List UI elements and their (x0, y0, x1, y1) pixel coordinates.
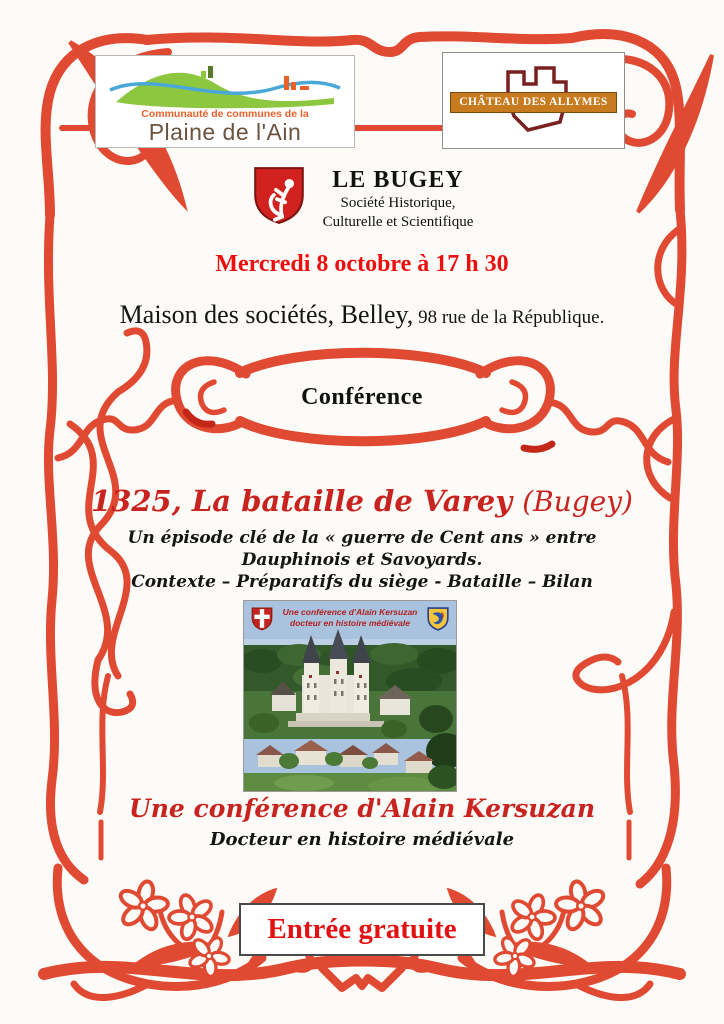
photo-caption-line2: docteur en histoire médiévale (290, 617, 410, 628)
allymes-banner: CHÂTEAU DES ALLYMES (450, 92, 617, 113)
entry-box (239, 903, 484, 956)
talk-title-suffix: (Bugey) (522, 485, 633, 518)
bugey-coat-of-arms (251, 165, 307, 227)
talk-desc-line1: Un épisode clé de la « guerre de Cent ans » entre (127, 528, 597, 548)
speaker-name-line: Une conférence d'Alain Kersuzan (128, 794, 596, 823)
venue-detail: 98 rue de la République. (413, 307, 605, 328)
venue-main: Maison des sociétés, Belley, (119, 300, 414, 329)
plaine-logo-title: Plaine de l'Ain (148, 119, 302, 145)
savoy-shield (251, 607, 273, 631)
talk-desc-line3: Contexte – Préparatifs du siège - Bataille – Bilan (131, 572, 593, 592)
plaine-hill-graphic (96, 58, 352, 110)
society-line2: Culturelle et Scientifique (322, 214, 474, 230)
entry-box-wrap (0, 903, 724, 956)
logo-plaine-de-l-ain (95, 55, 355, 148)
plaine-logo-subtitle: Communauté de communes de la (141, 108, 309, 120)
logo-chateau-des-allymes (442, 52, 625, 149)
talk-desc-line2: Dauphinois et Savoyards. (241, 550, 483, 570)
society-name: LE BUGEY (332, 167, 464, 193)
society-text (323, 165, 474, 232)
talk-title (0, 484, 724, 518)
event-date: Mercredi 8 octobre à 17 h 30 (215, 251, 509, 277)
talk-description (0, 527, 724, 593)
photo-caption (280, 607, 420, 628)
speaker-title-line: Docteur en histoire médiévale (209, 829, 515, 850)
castle-photo-scene (244, 601, 456, 791)
dauphine-shield (427, 607, 449, 631)
photo-caption-line1: Une conférence d'Alain Kersuzan (282, 607, 418, 617)
society-block (0, 165, 724, 232)
talk-title-main: 1325, La bataille de Varey (91, 484, 523, 518)
castle-photo (243, 600, 457, 792)
event-type-label: Conférence (301, 384, 423, 410)
entry-label: Entrée gratuite (267, 913, 457, 945)
society-line1: Société Historique, (340, 195, 456, 211)
village-houses (256, 740, 434, 773)
event-venue (0, 300, 724, 330)
